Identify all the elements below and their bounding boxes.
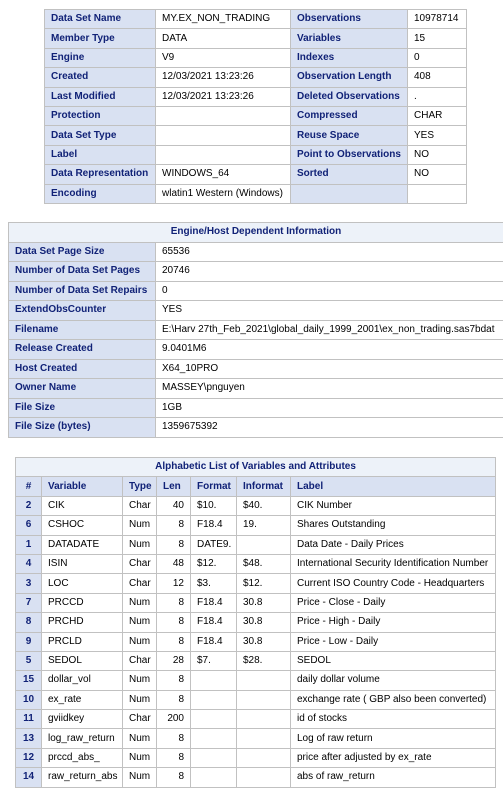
variable-label: exchange rate ( GBP also been converted) <box>291 690 496 709</box>
variable-length: 8 <box>157 593 191 612</box>
variable-length: 8 <box>157 671 191 690</box>
variable-row <box>16 516 496 535</box>
variable-type: Num <box>123 729 157 748</box>
engine-host-table <box>8 222 503 438</box>
variable-label: SEDOL <box>291 651 496 670</box>
variable-format: F18.4 <box>191 632 237 651</box>
engine-host-key: Number of Data Set Repairs <box>9 281 156 301</box>
variable-length: 8 <box>157 516 191 535</box>
variable-number: 13 <box>16 729 42 748</box>
attribute-value: NO <box>408 165 467 184</box>
variable-informat: $48. <box>237 554 291 573</box>
variable-type: Num <box>123 632 157 651</box>
variable-label: Log of raw return <box>291 729 496 748</box>
attribute-name: Engine <box>45 48 156 67</box>
variable-number: 9 <box>16 632 42 651</box>
variable-number: 12 <box>16 748 42 767</box>
variable-number: 1 <box>16 535 42 554</box>
attribute-name: Observation Length <box>291 68 408 87</box>
engine-host-row <box>9 379 503 399</box>
variable-row <box>16 768 496 787</box>
attribute-value: 0 <box>408 48 467 67</box>
engine-host-title: Engine/Host Dependent Information <box>9 223 503 243</box>
attribute-name: Last Modified <box>45 87 156 106</box>
variable-length: 12 <box>157 574 191 593</box>
engine-host-key: File Size (bytes) <box>9 418 156 438</box>
variable-format <box>191 768 237 787</box>
engine-host-row <box>9 281 503 301</box>
variable-number: 15 <box>16 671 42 690</box>
attribute-value: YES <box>408 126 467 145</box>
col-header-format: Format <box>191 477 237 496</box>
attribute-name: Indexes <box>291 48 408 67</box>
engine-host-value: 1GB <box>156 398 503 418</box>
variable-type: Char <box>123 554 157 573</box>
variable-type: Num <box>123 768 157 787</box>
col-header-variable: Variable <box>42 477 123 496</box>
dataset-attributes-table <box>44 9 467 204</box>
variable-number: 14 <box>16 768 42 787</box>
engine-host-title-row <box>9 223 503 243</box>
variable-informat <box>237 535 291 554</box>
variable-name: ISIN <box>42 554 123 573</box>
engine-host-key: File Size <box>9 398 156 418</box>
engine-host-key: ExtendObsCounter <box>9 301 156 321</box>
attribute-name: Compressed <box>291 106 408 125</box>
variables-title: Alphabetic List of Variables and Attributes <box>16 458 496 477</box>
variable-format: F18.4 <box>191 593 237 612</box>
attribute-value: 12/03/2021 13:23:26 <box>156 87 291 106</box>
variable-name: PRCLD <box>42 632 123 651</box>
attribute-value: wlatin1 Western (Windows) <box>156 184 291 203</box>
variable-length: 28 <box>157 651 191 670</box>
engine-host-key: Owner Name <box>9 379 156 399</box>
attribute-name: Reuse Space <box>291 126 408 145</box>
variable-format: $3. <box>191 574 237 593</box>
variable-informat: $28. <box>237 651 291 670</box>
variable-length: 8 <box>157 768 191 787</box>
engine-host-value: 20746 <box>156 262 503 282</box>
variable-row <box>16 729 496 748</box>
engine-host-body <box>9 242 503 437</box>
engine-host-value: X64_10PRO <box>156 359 503 379</box>
variable-number: 4 <box>16 554 42 573</box>
variable-informat: 30.8 <box>237 593 291 612</box>
variable-label: Shares Outstanding <box>291 516 496 535</box>
variable-informat: $12. <box>237 574 291 593</box>
attribute-row <box>45 184 467 203</box>
variable-format: $12. <box>191 554 237 573</box>
variable-format: DATE9. <box>191 535 237 554</box>
engine-host-value: 0 <box>156 281 503 301</box>
attribute-name: Encoding <box>45 184 156 203</box>
variable-label: abs of raw_return <box>291 768 496 787</box>
col-header-number: # <box>16 477 42 496</box>
variable-row <box>16 690 496 709</box>
variable-name: gviidkey <box>42 710 123 729</box>
attribute-value: . <box>408 87 467 106</box>
col-header-len: Len <box>157 477 191 496</box>
variable-length: 8 <box>157 535 191 554</box>
variable-type: Char <box>123 651 157 670</box>
variables-title-row <box>16 458 496 477</box>
attribute-row <box>45 68 467 87</box>
variable-label: price after adjusted by ex_rate <box>291 748 496 767</box>
variable-type: Num <box>123 748 157 767</box>
variables-table <box>15 457 496 788</box>
variable-informat <box>237 768 291 787</box>
attribute-name <box>291 184 408 203</box>
variable-length: 8 <box>157 690 191 709</box>
attribute-name: Deleted Observations <box>291 87 408 106</box>
variable-row <box>16 535 496 554</box>
variable-name: ex_rate <box>42 690 123 709</box>
variable-type: Num <box>123 671 157 690</box>
engine-host-value: YES <box>156 301 503 321</box>
engine-host-row <box>9 320 503 340</box>
variable-informat <box>237 690 291 709</box>
variable-number: 8 <box>16 613 42 632</box>
variable-format: $10. <box>191 496 237 515</box>
variable-label: Price - Low - Daily <box>291 632 496 651</box>
attribute-value: CHAR <box>408 106 467 125</box>
engine-host-value: 65536 <box>156 242 503 262</box>
engine-host-row <box>9 301 503 321</box>
variable-length: 48 <box>157 554 191 573</box>
variable-row <box>16 496 496 515</box>
variable-format <box>191 690 237 709</box>
variable-label: International Security Identification Number <box>291 554 496 573</box>
attribute-value <box>156 106 291 125</box>
variable-name: DATADATE <box>42 535 123 554</box>
attribute-row <box>45 10 467 29</box>
attribute-name: Data Set Name <box>45 10 156 29</box>
engine-host-value: 1359675392 <box>156 418 503 438</box>
attribute-value <box>156 126 291 145</box>
variable-number: 10 <box>16 690 42 709</box>
variable-type: Char <box>123 496 157 515</box>
variable-length: 8 <box>157 748 191 767</box>
engine-host-row <box>9 359 503 379</box>
attribute-value: V9 <box>156 48 291 67</box>
variable-label: CIK Number <box>291 496 496 515</box>
variable-row <box>16 748 496 767</box>
variable-row <box>16 710 496 729</box>
attribute-value: DATA <box>156 29 291 48</box>
variable-length: 40 <box>157 496 191 515</box>
attribute-name: Sorted <box>291 165 408 184</box>
attribute-value: 408 <box>408 68 467 87</box>
attribute-name: Observations <box>291 10 408 29</box>
dataset-attributes-body <box>45 10 467 204</box>
variable-informat <box>237 748 291 767</box>
variable-number: 5 <box>16 651 42 670</box>
variable-name: raw_return_abs <box>42 768 123 787</box>
engine-host-row <box>9 262 503 282</box>
variable-number: 3 <box>16 574 42 593</box>
attribute-name: Point to Observations <box>291 145 408 164</box>
attribute-value <box>408 184 467 203</box>
variable-length: 8 <box>157 632 191 651</box>
engine-host-row <box>9 340 503 360</box>
variable-format: $7. <box>191 651 237 670</box>
variables-body <box>16 496 496 787</box>
attribute-value: MY.EX_NON_TRADING <box>156 10 291 29</box>
variable-row <box>16 593 496 612</box>
variable-row <box>16 632 496 651</box>
variable-name: log_raw_return <box>42 729 123 748</box>
variable-label: Price - Close - Daily <box>291 593 496 612</box>
variable-name: PRCHD <box>42 613 123 632</box>
engine-host-key: Release Created <box>9 340 156 360</box>
variable-row <box>16 613 496 632</box>
variable-format: F18.4 <box>191 516 237 535</box>
attribute-name: Data Set Type <box>45 126 156 145</box>
attribute-name: Variables <box>291 29 408 48</box>
variable-row <box>16 554 496 573</box>
attribute-row <box>45 126 467 145</box>
attribute-row <box>45 87 467 106</box>
engine-host-value: E:\Harv 27th_Feb_2021\global_daily_1999_2001\ex_non_trading.sas7bdat <box>156 320 503 340</box>
engine-host-value: 9.0401M6 <box>156 340 503 360</box>
variable-label: Current ISO Country Code - Headquarters <box>291 574 496 593</box>
engine-host-key: Host Created <box>9 359 156 379</box>
engine-host-key: Data Set Page Size <box>9 242 156 262</box>
engine-host-key: Number of Data Set Pages <box>9 262 156 282</box>
attribute-row <box>45 106 467 125</box>
attribute-name: Protection <box>45 106 156 125</box>
variable-format <box>191 729 237 748</box>
attribute-value <box>156 145 291 164</box>
attribute-value: 12/03/2021 13:23:26 <box>156 68 291 87</box>
variable-name: prccd_abs_ <box>42 748 123 767</box>
variable-number: 2 <box>16 496 42 515</box>
variable-type: Num <box>123 593 157 612</box>
variable-number: 6 <box>16 516 42 535</box>
attribute-value: 15 <box>408 29 467 48</box>
variable-type: Num <box>123 613 157 632</box>
variable-number: 7 <box>16 593 42 612</box>
variable-informat: $40. <box>237 496 291 515</box>
attribute-name: Label <box>45 145 156 164</box>
variable-type: Num <box>123 690 157 709</box>
variable-name: CIK <box>42 496 123 515</box>
col-header-label: Label <box>291 477 496 496</box>
variable-type: Num <box>123 516 157 535</box>
variable-informat <box>237 671 291 690</box>
variable-informat <box>237 729 291 748</box>
engine-host-row <box>9 398 503 418</box>
attribute-value: WINDOWS_64 <box>156 165 291 184</box>
variable-format <box>191 710 237 729</box>
engine-host-value: MASSEY\pnguyen <box>156 379 503 399</box>
variable-name: SEDOL <box>42 651 123 670</box>
attribute-row <box>45 29 467 48</box>
variable-length: 200 <box>157 710 191 729</box>
variable-length: 8 <box>157 729 191 748</box>
attribute-row <box>45 48 467 67</box>
col-header-informat: Informat <box>237 477 291 496</box>
variable-format <box>191 748 237 767</box>
variable-format <box>191 671 237 690</box>
variable-type: Char <box>123 574 157 593</box>
attribute-value: 10978714 <box>408 10 467 29</box>
variable-name: dollar_vol <box>42 671 123 690</box>
variable-format: F18.4 <box>191 613 237 632</box>
variable-name: LOC <box>42 574 123 593</box>
variable-name: CSHOC <box>42 516 123 535</box>
variable-label: id of stocks <box>291 710 496 729</box>
attribute-value: NO <box>408 145 467 164</box>
variable-informat: 30.8 <box>237 613 291 632</box>
engine-host-row <box>9 242 503 262</box>
variable-label: daily dollar volume <box>291 671 496 690</box>
variable-informat <box>237 710 291 729</box>
variable-type: Num <box>123 535 157 554</box>
variables-column-header-row <box>16 477 496 496</box>
attribute-row <box>45 145 467 164</box>
attribute-row <box>45 165 467 184</box>
engine-host-row <box>9 418 503 438</box>
variable-name: PRCCD <box>42 593 123 612</box>
attribute-name: Data Representation <box>45 165 156 184</box>
attribute-name: Created <box>45 68 156 87</box>
variable-number: 11 <box>16 710 42 729</box>
variable-label: Price - High - Daily <box>291 613 496 632</box>
variable-row <box>16 651 496 670</box>
variable-label: Data Date - Daily Prices <box>291 535 496 554</box>
engine-host-key: Filename <box>9 320 156 340</box>
variable-row <box>16 671 496 690</box>
col-header-type: Type <box>123 477 157 496</box>
variable-informat: 30.8 <box>237 632 291 651</box>
variable-type: Char <box>123 710 157 729</box>
variable-informat: 19. <box>237 516 291 535</box>
variable-row <box>16 574 496 593</box>
attribute-name: Member Type <box>45 29 156 48</box>
variable-length: 8 <box>157 613 191 632</box>
